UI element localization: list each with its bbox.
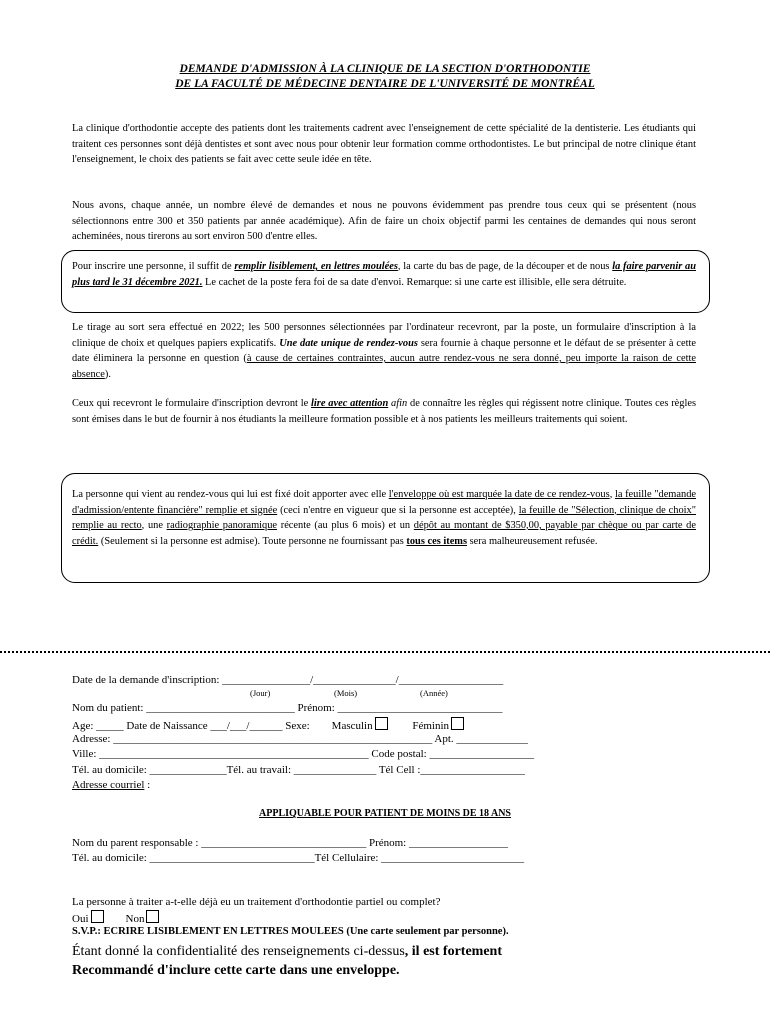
phone-field[interactable]: Tél. au domicile: ______________Tél. au travail: _______________ Tél Cell :___________________ [72, 764, 525, 776]
yes-label: Oui [72, 913, 89, 925]
appointment-text [72, 487, 696, 549]
appt-text-5: récente (au plus 6 mois) et un [277, 520, 414, 531]
appt-text-6: (Seulement si la personne est admise). Toute personne ne fournissant pas [98, 535, 407, 547]
selection-paragraph: Nous avons, chaque année, un nombre élevé de demandes et nous ne pouvons évidemment pas prendre tous ceux qui se présentent (nous sélectionnons entre 300 et 350 patients par année académique). Afin de faire un choix objectif parmi les centaines de demandes qui nous seront acheminées, nous tirerons au sort environ 500 d'entre elles. [72, 200, 696, 242]
age-birth-text: Age: _____ Date de Naissance ___/___/______ Sexe: [72, 720, 310, 732]
email-label: Adresse courriel [72, 779, 145, 791]
month-label: (Mois) [334, 688, 358, 698]
appt-admission-sheet: la feuille "demande d'admission/entente financière" remplie et signée [72, 489, 696, 516]
registration-emphasis-1: remplir lisiblement, en lettres moulées [234, 261, 398, 272]
draw-text-1: Le tirage au sort sera effectué en 2022; les 500 personnes sélectionnées par l'ordinateur recevront, par la poste, un formulaire d'inscription à la clinique de choix et quelques papiers explicatifs. [72, 322, 696, 349]
patient-name-field[interactable]: Nom du patient: ___________________________ Prénom: ______________________________ [72, 702, 503, 714]
parent-phone-field[interactable]: Tél. au domicile: ______________________________Tél Cellulaire: __________________________ [72, 852, 525, 864]
day-label: (Jour) [250, 688, 271, 698]
yes-checkbox[interactable] [91, 910, 104, 923]
date-request-field[interactable]: Date de la demande d'inscription: ________________/_______________/___________________ [72, 674, 504, 686]
draw-emphasis: Une date unique de rendez-vous [279, 337, 418, 349]
appt-selection-sheet: la feuille de "Sélection, clinique de choix" remplie au recto [72, 504, 696, 531]
treatment-question: La personne à traiter a-t-elle déjà eu un traitement d'orthodontie partiel ou complet? [72, 896, 441, 908]
draw-underline: à cause de certaines contraintes, aucun autre rendez-vous ne sera donné, peu importe la raison de cette absence [72, 353, 696, 380]
svp-instruction: S.V.P.: ECRIRE LISIBLEMENT EN LETTRES MOULEES (Une carte seulement par personne). [72, 926, 509, 937]
rules-text-1: Ceux qui recevront le formulaire d'inscription devront le [72, 398, 312, 409]
appt-text-3: (ceci n'entre en vigueur que si la personne est acceptée), [277, 504, 519, 516]
address-field[interactable]: Adresse: __________________________________________________________ Apt. _____________ [72, 733, 528, 745]
registration-text-3: Le cachet de la poste fera foi de sa date d'envoi. Remarque: si une carte est illisible, elle sera détruite. [202, 276, 627, 288]
email-field[interactable] [72, 778, 150, 794]
male-label: Masculin [331, 720, 373, 732]
intro-paragraph: La clinique d'orthodontie accepte des patients dont les traitements cadrent avec l'enseignement de cette spécialité de la dentisterie. Les étudiants qui traitent ces personnes sont déjà dentistes et sont avec nous pour obtenir leur formation comme orthodontistes. Le but principal de notre clinique étant l'enseignement, le choix des patients se fait avec cette seule idée en tête. [72, 123, 696, 165]
no-label: Non [125, 913, 145, 925]
registration-text-2: , la carte du bas de page, de la découper et de nous [397, 261, 613, 272]
appt-deposit: dépôt au montant de $350,00, payable par chèque ou par carte de crédit. [72, 520, 696, 547]
male-checkbox[interactable] [375, 717, 388, 730]
rules-paragraph [72, 396, 696, 427]
draw-text-2: sera fournie à chaque personne et le défaut de se présenter à cette date éliminera la personne en question ( [72, 337, 696, 364]
title-line-1: DEMANDE D'ADMISSION À LA CLINIQUE DE LA SECTION D'ORTHODONTIE [179, 63, 591, 75]
appt-radiography: radiographie panoramique [166, 520, 278, 531]
confidentiality-line-2: Recommandé d'inclure cette carte dans une enveloppe. [72, 963, 400, 978]
rules-italic: afin [388, 398, 408, 409]
cut-line [0, 651, 770, 653]
year-label: (Année) [420, 688, 448, 698]
appt-text-2: , [609, 489, 615, 500]
appt-text-4: , une [141, 520, 167, 531]
appt-envelope: l'enveloppe où est marquée la date de ce rendez-vous [388, 489, 610, 500]
confidentiality-strong: , il est fortement [404, 944, 502, 959]
appt-all-items: tous ces items [406, 535, 468, 547]
confidentiality-text: Étant donné la confidentialité des renseignements ci-dessus [72, 944, 405, 959]
city-field[interactable]: Ville: _________________________________________________ Code postal: ___________________ [72, 748, 534, 760]
email-colon: : [144, 779, 151, 791]
title-line-2: DE LA FACULTÉ DE MÉDECINE DENTAIRE DE L'UNIVERSITÉ DE MONTRÉAL [175, 78, 595, 90]
appt-text-1: La personne qui vient au rendez-vous qui lui est fixé doit apporter avec elle [72, 489, 389, 500]
registration-text-1: Pour inscrire une personne, il suffit de [72, 261, 235, 272]
yes-no-row [72, 910, 159, 928]
registration-deadline: la faire parvenir au plus tard le 31 décembre 2021. [72, 261, 697, 288]
draw-text-3: ). [104, 368, 111, 380]
parent-name-field[interactable]: Nom du parent responsable : ______________________________ Prénom: __________________ [72, 837, 508, 849]
registration-text [72, 259, 696, 290]
no-checkbox[interactable] [146, 910, 159, 923]
minor-header: APPLIQUABLE POUR PATIENT DE MOINS DE 18 ANS [259, 808, 511, 819]
rules-text-2: de connaître les règles qui régissent notre clinique. Toutes ces règles sont émises dans le but de fournir à nos étudiants la meilleure formation possible et à nos patients les meilleurs traitements qui soient. [72, 398, 697, 425]
female-checkbox[interactable] [451, 717, 464, 730]
confidentiality-line-1 [72, 942, 502, 961]
appt-text-7: sera malheureusement refusée. [467, 535, 598, 547]
rules-emphasis: lire avec attention [311, 398, 389, 409]
draw-paragraph [72, 320, 696, 382]
female-label: Féminin [412, 720, 450, 732]
